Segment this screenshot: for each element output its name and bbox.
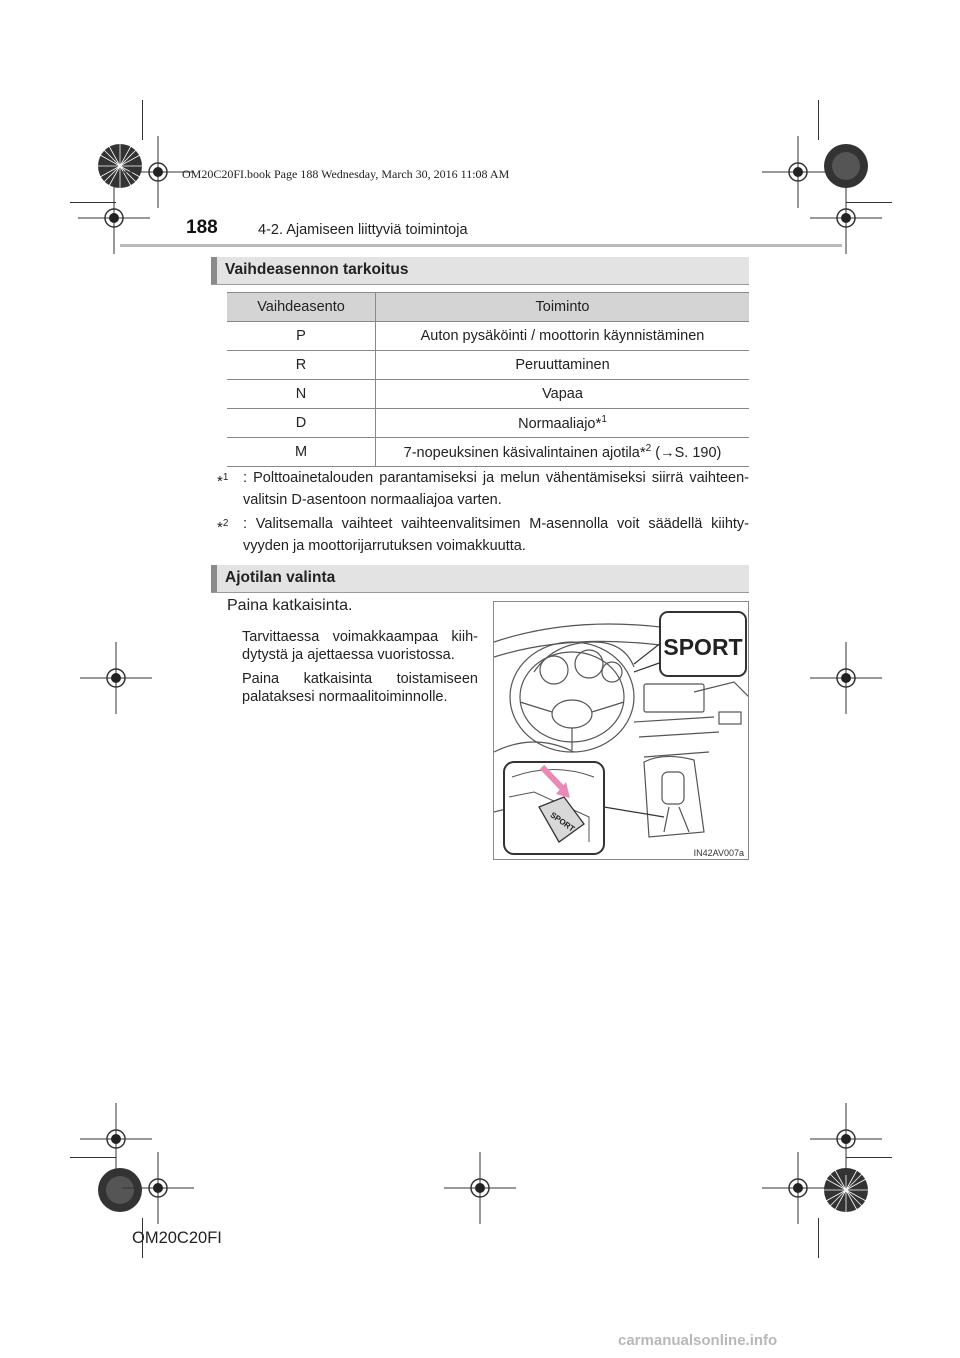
instruction-text: Paina katkaisinta. — [227, 597, 353, 614]
book-header: OM20C20FI.book Page 188 Wednesday, March 30, 2016 11:08 AM — [182, 167, 510, 181]
page-reference-link[interactable]: (→S. 190) — [655, 444, 722, 461]
footnote-text: : Valitsemalla vaihteet vaihteenvalitsimen M-asennolla voit säädellä kiihty-vyyden ja moottorijarrutuksen voimakkuutta. — [243, 516, 749, 554]
footnote-text: : Polttoainetalouden parantamiseksi ja melun vähentämiseksi siirrä vaihteen-valitsin D-asentoon normaaliajoa varten. — [243, 470, 749, 508]
watermark: carmanualsonline.info — [618, 1332, 778, 1349]
crop-line — [818, 1218, 819, 1258]
crosshair-mark-bottom-center — [444, 1152, 516, 1224]
gear-function-cell: Auton pysäköinti / moottorin käynnistäminen — [376, 322, 750, 351]
table-header-function: Toiminto — [376, 293, 750, 322]
dashboard-drawing — [494, 602, 749, 860]
table-header-position: Vaihdeasento — [227, 293, 376, 322]
gear-function-cell: Peruuttaminen — [376, 351, 750, 380]
crop-line — [818, 100, 819, 140]
table-row — [227, 351, 749, 380]
crop-line — [70, 202, 116, 203]
gear-function-cell: Vapaa — [376, 380, 750, 409]
paragraph-sport-usage: Tarvittaessa voimakkaampaa kiih-dytystä ja ajettaessa vuoristossa. — [242, 629, 478, 663]
gear-position-table — [227, 292, 749, 467]
footnote-2 — [217, 513, 749, 557]
sport-button-inset — [504, 762, 664, 854]
figure-code: IN42AV007a — [693, 848, 744, 858]
table-header-row — [227, 293, 749, 322]
gear-position-cell: P — [227, 322, 376, 351]
gear-function-cell — [376, 409, 750, 438]
header-rule — [120, 244, 842, 247]
paragraph-return-normal: Paina katkaisinta toistamiseen palataksesi normaalitoiminnolle. — [242, 671, 478, 705]
gear-function-cell — [376, 438, 750, 467]
dashboard-illustration — [493, 601, 749, 860]
gear-function-text: 7-nopeuksinen käsivalintainen ajotila — [403, 444, 640, 461]
section-title: 4-2. Ajamiseen liittyviä toimintoja — [258, 222, 468, 238]
crosshair-mark-mid-left — [80, 642, 152, 714]
footnote-number: 1 — [601, 414, 607, 426]
crop-line — [846, 202, 892, 203]
heading-text: Ajotilan valinta — [225, 569, 336, 586]
footnote-asterisk: * — [639, 443, 646, 461]
footnote-marker: *$^1$ — [217, 472, 229, 490]
document-code: OM20C20FI — [132, 1229, 222, 1247]
heading-text: Vaihdeasennon tarkoitus — [225, 261, 409, 278]
crop-line — [846, 1157, 892, 1158]
sport-button-label: SPORT — [548, 810, 577, 834]
table-row — [227, 438, 749, 467]
gear-position-cell: R — [227, 351, 376, 380]
table-row — [227, 380, 749, 409]
gear-function-text: Normaaliajo — [518, 415, 596, 432]
crosshair-mark-bottom-left-b — [122, 1152, 194, 1224]
footnote-1 — [217, 467, 749, 511]
crop-line — [142, 100, 143, 140]
heading-accent — [211, 565, 217, 592]
heading-gear-purpose — [211, 257, 749, 285]
sport-callout-label: SPORT — [663, 634, 743, 660]
footnote-asterisk: * — [595, 414, 602, 432]
page-number: 188 — [186, 217, 218, 238]
table-row — [227, 409, 749, 438]
footnote-number: 2 — [645, 443, 652, 455]
crosshair-mark-mid-right — [810, 642, 882, 714]
table-row — [227, 322, 749, 351]
gear-position-cell: D — [227, 409, 376, 438]
footnote-marker: *$^2$ — [217, 518, 229, 536]
gear-position-cell: N — [227, 380, 376, 409]
crosshair-mark-bottom-right-b — [762, 1152, 834, 1224]
heading-accent — [211, 257, 217, 284]
heading-drive-mode — [211, 565, 749, 593]
crop-line — [70, 1157, 116, 1158]
gear-position-cell: M — [227, 438, 376, 467]
